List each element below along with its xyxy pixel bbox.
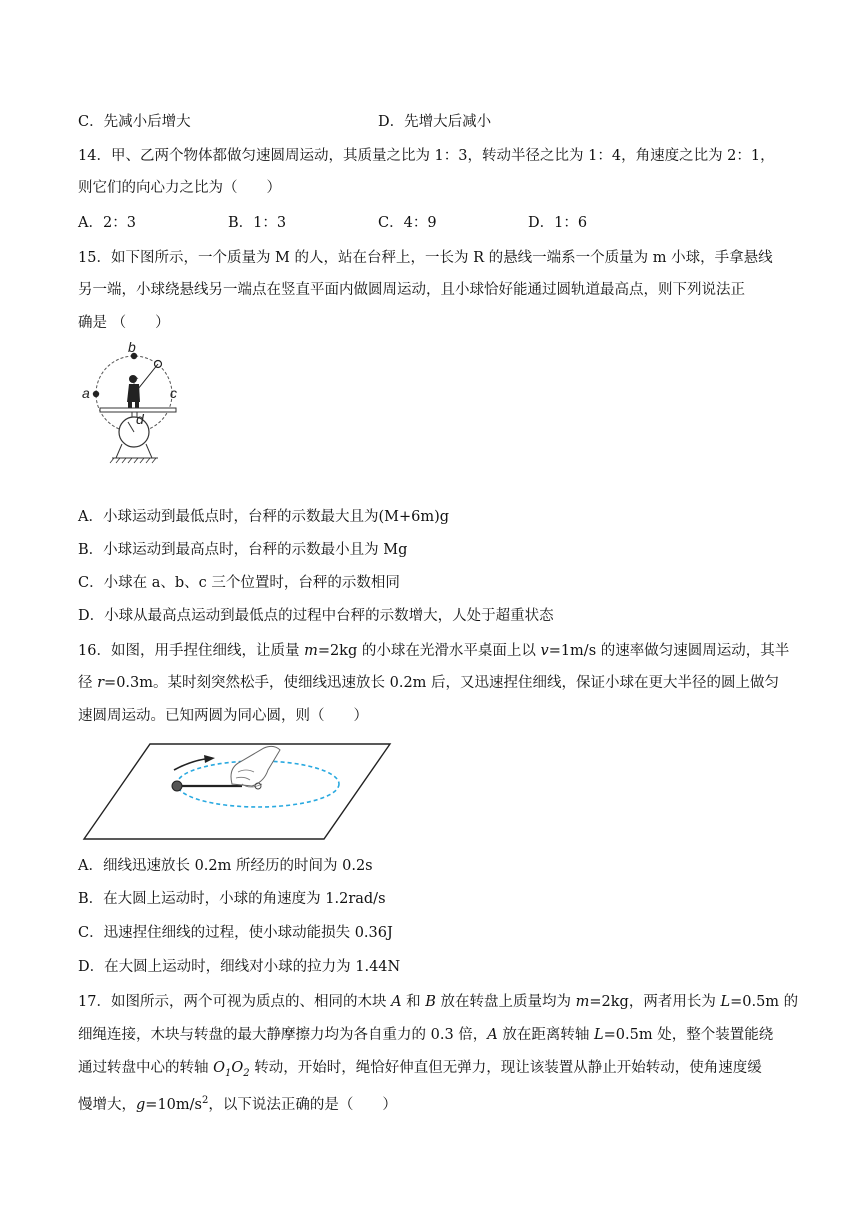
q17-stem-line1: 17．如图所示，两个可视为质点的、相同的木块 A 和 B 放在转盘上质量均为 m=2kg，两者用长为 L=0.5m 的 (78, 994, 799, 1010)
q15-ball-left (93, 391, 99, 397)
q14-stem-line2: 则它们的向心力之比为（ ） (78, 180, 281, 196)
q15-option-b: B．小球运动到最高点时，台秤的示数最小且为 Mg (78, 542, 408, 558)
q15-ground-hatch (110, 458, 156, 463)
q14-option-c: C．4：9 (378, 215, 437, 231)
q14-option-d: D．1：6 (528, 215, 588, 231)
q15-option-c: C．小球在 a、b、c 三个位置时，台秤的示数相同 (78, 575, 400, 591)
q16-option-c: C．迅速捏住细线的过程，使小球动能损失 0.36J (78, 925, 393, 941)
q15-option-a: A．小球运动到最低点时，台秤的示数最大且为(M+6m)g (78, 509, 450, 525)
q15-option-d: D．小球从最高点运动到最低点的过程中台秤的示数增大，人处于超重状态 (78, 608, 554, 624)
q13-option-d: D．先增大后减小 (378, 114, 492, 130)
q14-stem-line1: 14．甲、乙两个物体都做匀速圆周运动，其质量之比为 1：3，转动半径之比为 1：4，角速度之比为 2：1， (78, 148, 775, 164)
q17-stem-line2: 细绳连接，木块与转盘的最大静摩擦力均为各自重力的 0.3 倍，A 放在距离转轴 L=0.5m 处，整个装置能绕 (78, 1027, 774, 1043)
q13-option-c: C．先减小后增大 (78, 114, 191, 130)
q15-stem-line3: 确是 （ ） (78, 315, 170, 331)
q16-tabletop (84, 744, 390, 839)
q16-option-a: A．细线迅速放长 0.2m 所经历的时间为 0.2s (78, 858, 373, 874)
q15-person (127, 375, 140, 410)
q16-stem-line2: 径 r=0.3m。某时刻突然松手，使细线迅速放长 0.2m 后，又迅速捏住细线，保证小球在更大半径的圆上做匀 (78, 675, 780, 691)
q16-stem-line1: 16．如图，用手捏住细线，让质量 m=2kg 的小球在光滑水平桌面上以 v=1m/s 的速率做匀速圆周运动，其半 (78, 643, 790, 659)
q15-label-d: d (136, 411, 144, 427)
q16-ball (172, 781, 182, 791)
q15-stem-line2: 另一端，小球绕悬线另一端点在竖直平面内做圆周运动，且小球恰好能通过圆轨道最高点，则下列说法正 (78, 282, 745, 298)
q15-label-b: b (128, 339, 136, 355)
q15-label-c: c (170, 385, 177, 401)
q17-stem-line4: 慢增大，$g=10m/s^2$，以下说法正确的是（ ） (78, 1095, 397, 1113)
q15-stem-line1: 15．如下图所示，一个质量为 M 的人，站在台秤上，一长为 R 的悬线一端系一个质量为 m 小球，手拿悬线 (78, 250, 773, 266)
q16-stem-line3: 速圆周运动。已知两圆为同心圆，则（ ） (78, 708, 368, 724)
q16-option-b: B．在大圆上运动时，小球的角速度为 1.2rad/s (78, 891, 386, 907)
q16-figure-table-diagram (82, 742, 394, 842)
q15-figure-scale-diagram (78, 339, 198, 478)
q15-label-a: a (82, 385, 90, 401)
q14-option-a: A．2：3 (78, 215, 136, 231)
q16-option-d: D．在大圆上运动时，细线对小球的拉力为 1.44N (78, 959, 401, 975)
q14-option-b: B．1：3 (228, 215, 287, 231)
q17-stem-line3: 通过转盘中心的转轴 $O_1O_2$ 转动，开始时，绳恰好伸直但无弹力，现让该装置从静止开始转动，使角速度缓 (78, 1060, 762, 1079)
